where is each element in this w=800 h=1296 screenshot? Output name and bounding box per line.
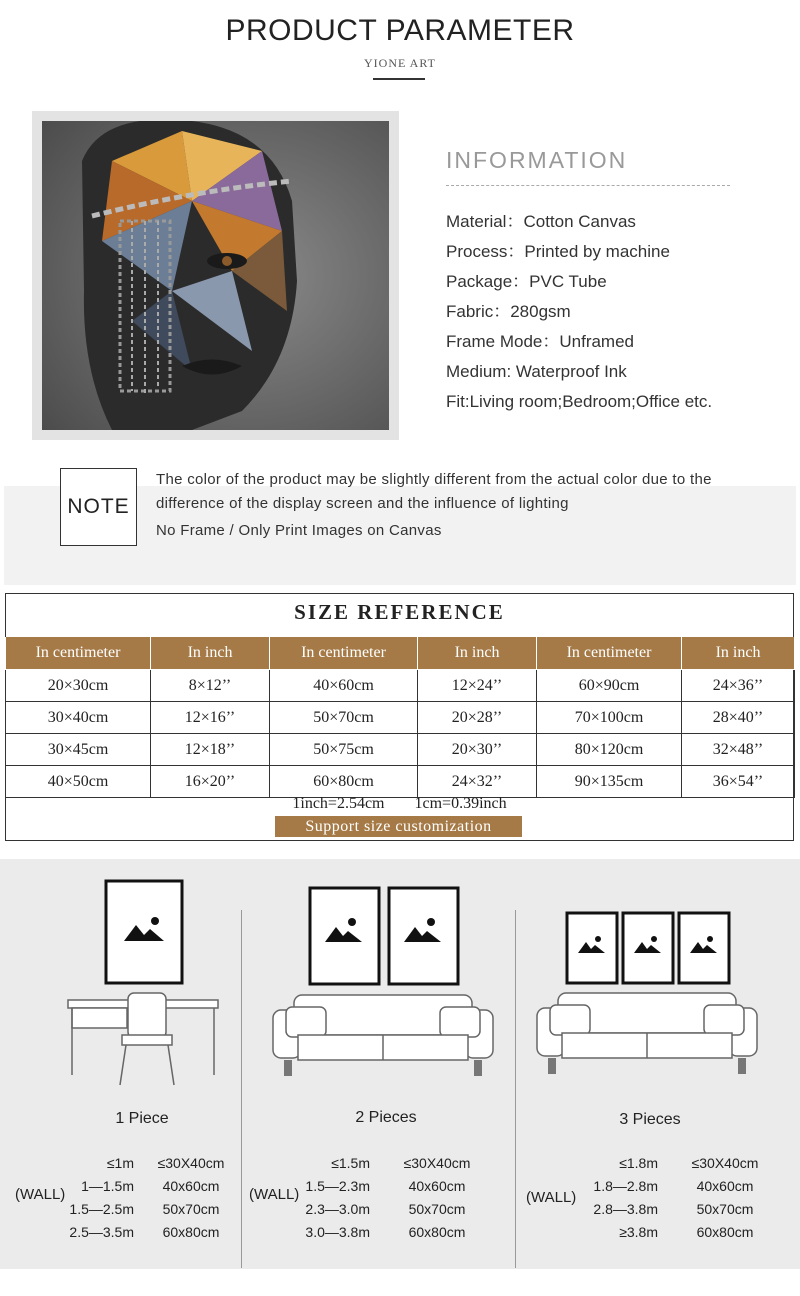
- info-frame-mode: Frame Mode：Unframed: [446, 332, 635, 351]
- print-size: 50x70cm: [408, 1201, 466, 1217]
- table-cell: 60×80cm: [270, 766, 418, 798]
- table-cell: 50×70cm: [270, 702, 418, 734]
- wall-width: 1.5—2.3m: [305, 1178, 370, 1194]
- print-size: 40x60cm: [408, 1178, 466, 1194]
- table-cell: 16×20’’: [151, 766, 270, 798]
- page-title: PRODUCT PARAMETER: [225, 14, 575, 47]
- table-row: [6, 702, 795, 734]
- print-size: ≤30X40cm: [691, 1155, 759, 1171]
- print-size: 40x60cm: [696, 1178, 754, 1194]
- info-process: Process：Printed by machine: [446, 242, 670, 261]
- table-cell: 20×30cm: [6, 670, 151, 702]
- header-inch: In inch: [418, 637, 537, 670]
- wall-width: ≥3.8m: [619, 1224, 658, 1240]
- header-cm: In centimeter: [537, 637, 682, 670]
- two-pieces-illustration: [268, 880, 498, 1085]
- table-cell: 24×36’’: [682, 670, 795, 702]
- product-image: [42, 121, 389, 430]
- print-size: 40x60cm: [162, 1178, 220, 1194]
- info-fabric: Fabric：280gsm: [446, 302, 571, 321]
- table-cell: 32×48’’: [682, 734, 795, 766]
- header-cm: In centimeter: [270, 637, 418, 670]
- brand-subtitle: YIONE ART: [364, 56, 436, 70]
- info-medium: Medium: Waterproof Ink: [446, 362, 627, 381]
- wall-width: ≤1m: [106, 1155, 134, 1171]
- wall-widths: [586, 1152, 658, 1244]
- table-cell: 12×24’’: [418, 670, 537, 702]
- print-size: ≤30X40cm: [403, 1155, 471, 1171]
- table-cell: 20×28’’: [418, 702, 537, 734]
- info-material: Material：Cotton Canvas: [446, 212, 636, 231]
- panel-divider: [515, 910, 516, 1268]
- print-size: 50x70cm: [696, 1201, 754, 1217]
- table-cell: 40×50cm: [6, 766, 151, 798]
- table-cell: 12×18’’: [151, 734, 270, 766]
- table-row: [6, 734, 795, 766]
- print-size: 60x80cm: [408, 1224, 466, 1240]
- header-inch: In inch: [682, 637, 795, 670]
- wall-width: 1.8—2.8m: [593, 1178, 658, 1194]
- panel-divider: [241, 910, 242, 1268]
- information-heading: INFORMATION: [446, 147, 628, 173]
- three-pieces-illustration: [532, 905, 762, 1085]
- header-inch: In inch: [151, 637, 270, 670]
- wall-widths: [298, 1152, 370, 1244]
- title-underline: [373, 78, 425, 80]
- note-color-disclaimer: The color of the product may be slightly different from the actual color due to the difference of the display screen and the influence of lighting: [156, 471, 712, 512]
- wall-width: 3.0—3.8m: [305, 1224, 370, 1240]
- note-label: NOTE: [60, 468, 137, 546]
- table-cell: 28×40’’: [682, 702, 795, 734]
- info-fit: Fit:Living room;Bedroom;Office etc.: [446, 392, 713, 411]
- one-piece-illustration: [60, 875, 225, 1090]
- information-list: [446, 207, 712, 417]
- wall-label: (WALL): [15, 1186, 66, 1203]
- print-sizes: [394, 1152, 480, 1244]
- table-cell: 70×100cm: [537, 702, 682, 734]
- table-cell: 90×135cm: [537, 766, 682, 798]
- table-cell: 20×30’’: [418, 734, 537, 766]
- customization-badge: Support size customization: [275, 816, 522, 837]
- wall-width: 1.5—2.5m: [69, 1201, 134, 1217]
- size-table-header: [6, 637, 795, 670]
- wall-label: (WALL): [249, 1186, 300, 1203]
- table-row: [6, 766, 795, 798]
- print-size: 60x80cm: [696, 1224, 754, 1240]
- table-cell: 30×40cm: [6, 702, 151, 734]
- wall-width: 2.8—3.8m: [593, 1201, 658, 1217]
- table-cell: 8×12’’: [151, 670, 270, 702]
- size-table: [5, 637, 795, 798]
- wall-width: 2.3—3.0m: [305, 1201, 370, 1217]
- wall-width: ≤1.8m: [619, 1155, 658, 1171]
- note-no-frame: No Frame / Only Print Images on Canvas: [156, 522, 442, 539]
- print-sizes: [148, 1152, 234, 1244]
- table-cell: 60×90cm: [537, 670, 682, 702]
- wall-width: 1—1.5m: [81, 1178, 134, 1194]
- wall-width: 2.5—3.5m: [69, 1224, 134, 1240]
- table-row: [6, 670, 795, 702]
- information-divider: [446, 185, 730, 186]
- print-sizes: [682, 1152, 768, 1244]
- three-pieces-label: 3 Pieces: [619, 1111, 681, 1128]
- table-cell: 12×16’’: [151, 702, 270, 734]
- table-cell: 40×60cm: [270, 670, 418, 702]
- wall-widths: [62, 1152, 134, 1244]
- table-cell: 80×120cm: [537, 734, 682, 766]
- unit-conversion: 1inch=2.54cm 1cm=0.39inch: [292, 795, 507, 812]
- table-cell: 24×32’’: [418, 766, 537, 798]
- wall-width: ≤1.5m: [331, 1155, 370, 1171]
- print-size: ≤30X40cm: [157, 1155, 225, 1171]
- table-cell: 30×45cm: [6, 734, 151, 766]
- print-size: 50x70cm: [162, 1201, 220, 1217]
- print-size: 60x80cm: [162, 1224, 220, 1240]
- wall-label: (WALL): [526, 1189, 577, 1206]
- header-cm: In centimeter: [6, 637, 151, 670]
- two-pieces-label: 2 Pieces: [355, 1109, 417, 1126]
- size-reference-title: SIZE REFERENCE: [294, 600, 505, 624]
- one-piece-label: 1 Piece: [115, 1110, 169, 1127]
- info-package: Package：PVC Tube: [446, 272, 607, 291]
- table-cell: 50×75cm: [270, 734, 418, 766]
- table-cell: 36×54’’: [682, 766, 795, 798]
